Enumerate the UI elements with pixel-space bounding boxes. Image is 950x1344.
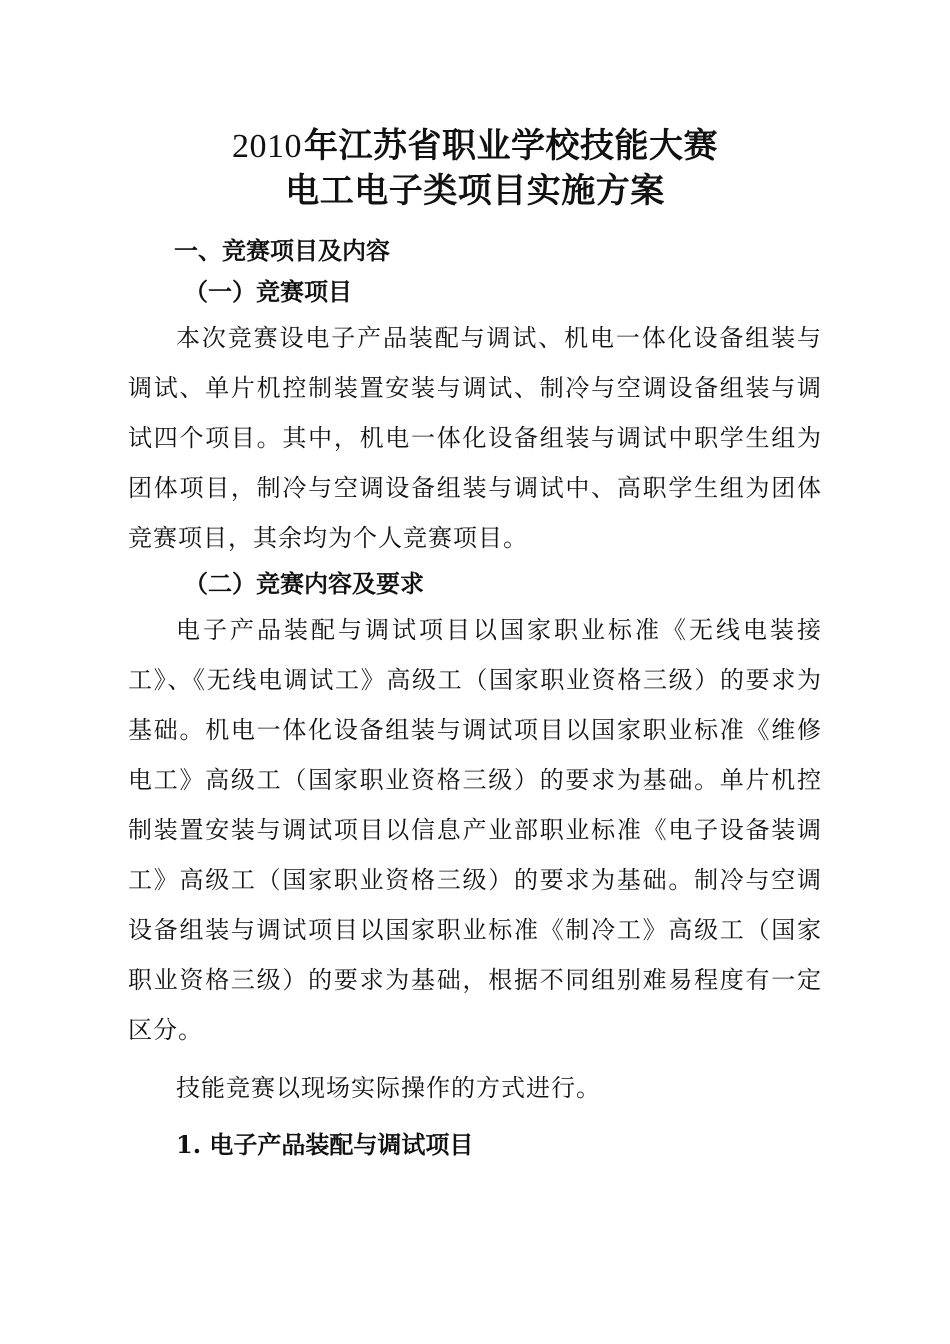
- item-heading-electronic-products: 1. 电子产品装配与调试项目: [176, 1130, 474, 1159]
- paragraph-competition-method: 技能竞赛以现场实际操作的方式进行。: [176, 1074, 601, 1102]
- document-content: [128, 124, 822, 1165]
- paragraph-competition-projects: 本次竞赛设电子产品装配与调试、机电一体化设备组装与调试、单片机控制装置安装与调试、制冷与空调设备组装与调试四个项目。其中，机电一体化设备组装与调试中职学生组为团体项目，制冷与空调设备组装与调试中、高职学生组为团体竞赛项目，其余均为个人竞赛项目。: [128, 324, 822, 552]
- subsection-heading-competition-projects: （一）竞赛项目: [184, 277, 352, 306]
- subsection-heading-content-and-requirements: （二）竞赛内容及要求: [184, 569, 424, 598]
- paragraph-content-and-requirements: 电子产品装配与调试项目以国家职业标准《无线电装接工》、《无线电调试工》高级工（国家职业资格三级）的要求为基础。机电一体化设备组装与调试项目以国家职业标准《维修电工》高级工（国家职业资格三级）的要求为基础。单片机控制装置安装与调试项目以信息产业部职业标准《电子设备装调工》高级工（国家职业资格三级）的要求为基础。制冷与空调设备组装与调试项目以国家职业标准《制冷工》高级工（国家职业资格三级）的要求为基础，根据不同组别难易程度有一定区分。: [128, 616, 822, 1044]
- title-year: 2010: [232, 128, 302, 165]
- title-line-1: 年江苏省职业学校技能大赛: [304, 126, 718, 166]
- document-title: [128, 124, 822, 213]
- section-heading-competition-items: 一、竞赛项目及内容: [174, 236, 390, 265]
- title-line-2: 电工电子类项目实施方案: [285, 171, 665, 211]
